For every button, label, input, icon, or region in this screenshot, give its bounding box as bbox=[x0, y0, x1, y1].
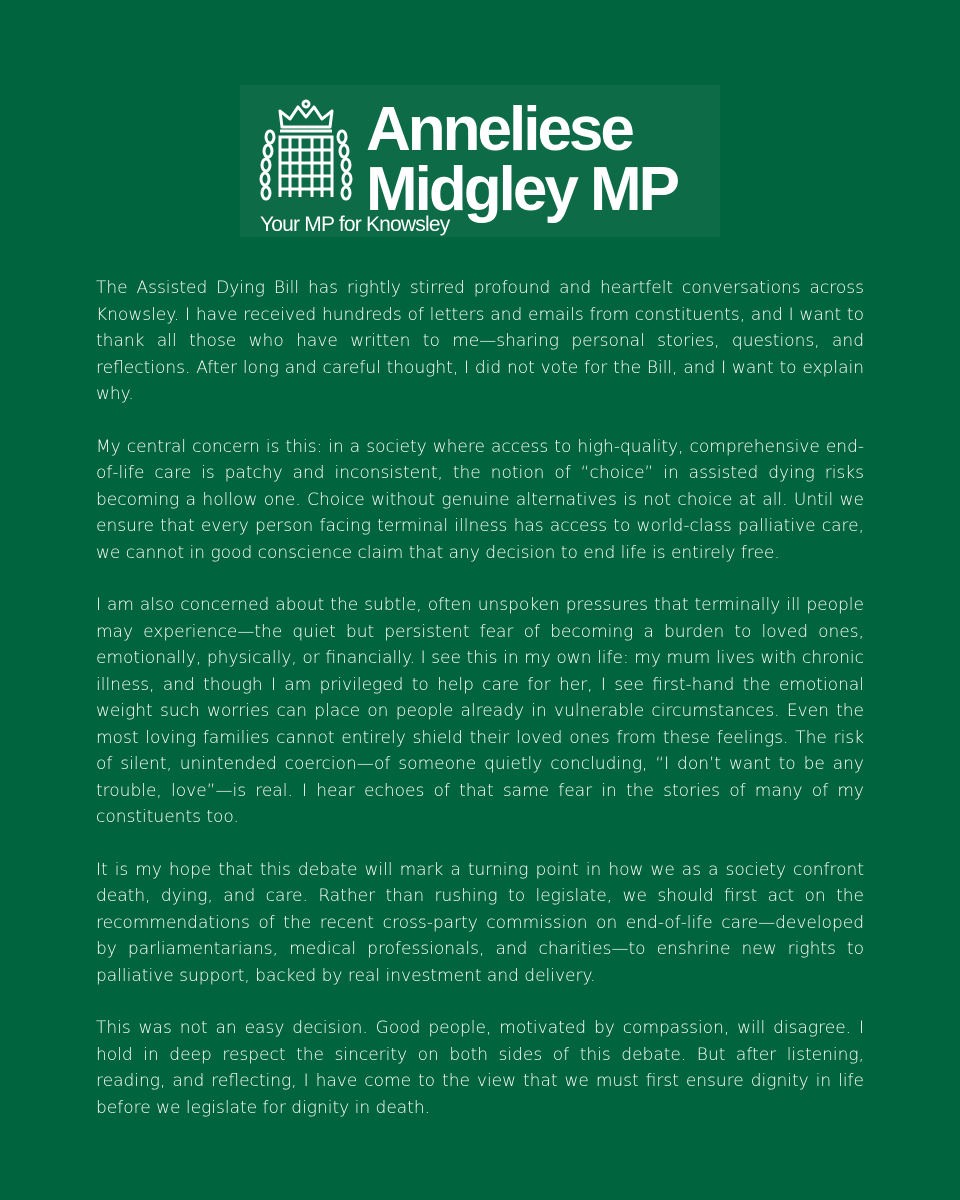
portcullis-icon bbox=[258, 97, 354, 207]
logo-name-first: Anneliese bbox=[366, 95, 632, 164]
statement-paragraph-2: My central concern is this: in a society where access to high-quality, comprehensive end-of-life care is patchy and inconsistent, the notion of “choice” in assisted dying risks becoming a hollow one. Choice without genuine alternatives is not choice at all. Until we ensure that every person facing terminal illness has access to world-class palliative care, we cannot in good conscience claim that any decision to end life is entirely free. bbox=[96, 436, 864, 563]
statement-paragraph-3: I am also concerned about the subtle, often unspoken pressures that terminally ill people may experience—the quiet but persistent fear of becoming a burden to loved ones, emotionally, physically, or financially. I see this in my own life: my mum lives with chronic illness, and though I am privileged to help care for her, I see first-hand the emotional weight such worries can place on people already in vulnerable circumstances. Even the most loving families cannot entirely shield their loved ones from these feelings. The risk of silent, unintended coercion—of someone quietly concluding, “I don’t want to be any trouble, love”—is real. I hear echoes of that same fear in the stories of many of my constituents too. bbox=[96, 595, 864, 827]
statement-body bbox=[96, 275, 864, 1147]
statement-paragraph-5: This was not an easy decision. Good people, motivated by compassion, will disagree. I hold in deep respect the sincerity on both sides of this debate. But after listening, reading, and reflecting, I have come to the view that we must first ensure dignity in life before we legislate for dignity in death. bbox=[96, 1018, 864, 1118]
logo-panel bbox=[240, 85, 720, 237]
statement-paragraph-4: It is my hope that this debate will mark a turning point in how we as a society confront death, dying, and care. Rather than rushing to legislate, we should first act on the recommendations of the recent cross-party commission on end-of-life care—developed by parliamentarians, medical professionals, and charities—to enshrine new rights to palliative support, backed by real investment and delivery. bbox=[96, 859, 864, 986]
statement-paragraph-1: The Assisted Dying Bill has rightly stirred profound and heartfelt conversations across Knowsley. I have received hundreds of letters and emails from constituents, and I want to thank all those who have written to me—sharing personal stories, questions, and reflections. After long and careful thought, I did not vote for the Bill, and I want to explain why. bbox=[96, 278, 864, 404]
logo-name-second: Midgley MP bbox=[366, 155, 678, 224]
logo-tagline: Your MP for Knowsley bbox=[260, 213, 450, 236]
